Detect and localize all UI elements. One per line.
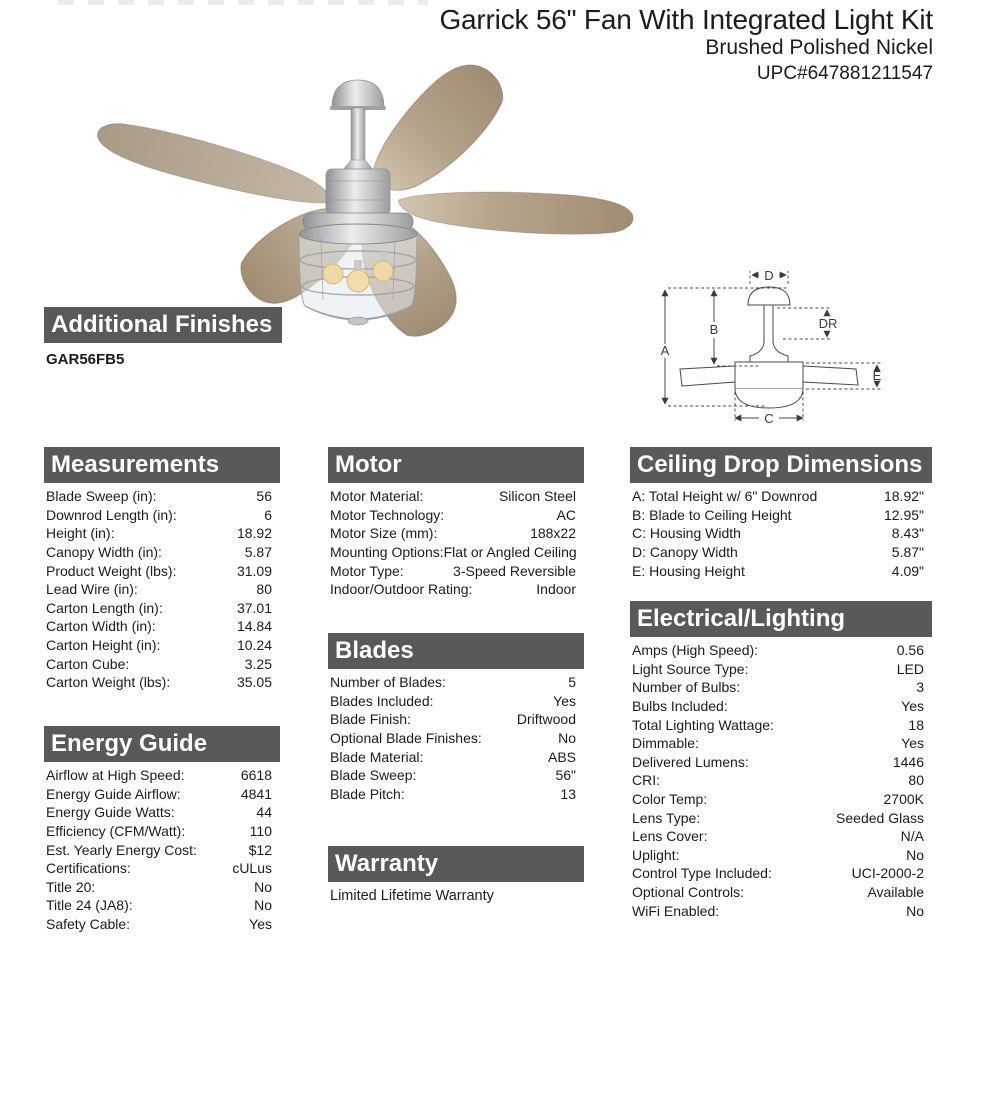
spec-row xyxy=(44,636,280,655)
section-header-electrical-lighting: Electrical/Lighting xyxy=(630,601,932,637)
spec-row xyxy=(328,729,584,748)
section-header-ceiling-drop-dimensions: Ceiling Drop Dimensions xyxy=(630,447,932,483)
ceiling-drop-table xyxy=(630,487,932,580)
spec-label: Dimmable: xyxy=(632,735,699,752)
energy-guide-table xyxy=(44,766,280,933)
spec-value: No xyxy=(906,846,924,863)
spec-label: Bulbs Included: xyxy=(632,698,728,715)
section-header-warranty: Warranty xyxy=(328,846,584,882)
spec-row xyxy=(630,678,932,697)
spec-label: WiFi Enabled: xyxy=(632,902,720,919)
spec-value: LED xyxy=(896,660,924,677)
spec-value: Yes xyxy=(553,692,576,709)
spec-label: C: Housing Width xyxy=(632,525,741,542)
spec-value: 6618 xyxy=(240,767,272,784)
spec-value: 4841 xyxy=(240,785,272,802)
spec-row xyxy=(630,864,932,883)
spec-row xyxy=(44,561,280,580)
spec-value: No xyxy=(254,897,272,914)
spec-row xyxy=(44,785,280,804)
product-finish: Brushed Polished Nickel xyxy=(705,36,933,59)
spec-label: Motor Material: xyxy=(330,488,424,505)
spec-row xyxy=(630,506,932,525)
spec-label: Total Lighting Wattage: xyxy=(632,716,774,733)
section-header-blades: Blades xyxy=(328,633,584,669)
spec-row xyxy=(44,506,280,525)
cropped-brand-logo-strip xyxy=(58,0,428,5)
spec-value: 14.84 xyxy=(236,618,272,635)
product-title: Garrick 56" Fan With Integrated Light Kit xyxy=(439,4,933,35)
spec-row xyxy=(630,883,932,902)
spec-value: N/A xyxy=(900,828,924,845)
spec-row xyxy=(328,692,584,711)
spec-label: Carton Width (in): xyxy=(46,618,156,635)
spec-row xyxy=(44,878,280,897)
spec-value: $12 xyxy=(248,841,272,858)
spec-row xyxy=(630,790,932,809)
fan-illustration xyxy=(55,48,655,348)
spec-value: AC xyxy=(556,506,576,523)
spec-value: 80 xyxy=(256,581,272,598)
spec-label: Lead Wire (in): xyxy=(46,581,138,598)
diagram-label-dr: DR xyxy=(818,316,838,331)
spec-label: Lens Type: xyxy=(632,809,701,826)
spec-row xyxy=(44,599,280,618)
electrical-lighting-table xyxy=(630,641,932,920)
spec-label: Amps (High Speed): xyxy=(632,642,759,659)
spec-value: 12.95" xyxy=(883,506,924,523)
spec-value: 18.92 xyxy=(236,525,272,542)
spec-row xyxy=(44,840,280,859)
section-electrical-lighting xyxy=(630,601,932,920)
spec-value: Yes xyxy=(249,916,272,933)
section-additional-finishes xyxy=(44,307,282,368)
spec-value: 110 xyxy=(249,823,272,840)
spec-label: Energy Guide Watts: xyxy=(46,804,175,821)
spec-value: 6 xyxy=(264,506,272,523)
spec-value: Yes xyxy=(901,698,924,715)
spec-label: Uplight: xyxy=(632,846,680,863)
fan-light-kit xyxy=(299,224,417,325)
spec-label: Carton Cube: xyxy=(46,655,130,672)
spec-label: Blades Included: xyxy=(330,692,434,709)
spec-row xyxy=(44,543,280,562)
spec-value: UCI-2000-2 xyxy=(851,865,924,882)
spec-label: Title 20: xyxy=(46,878,96,895)
spec-label: Color Temp: xyxy=(632,791,708,808)
warranty-note: Limited Lifetime Warranty xyxy=(330,888,494,904)
spec-value: 56" xyxy=(555,767,576,784)
spec-row xyxy=(44,822,280,841)
spec-row xyxy=(630,771,932,790)
spec-label: Indoor/Outdoor Rating: xyxy=(330,581,473,598)
spec-label: CRI: xyxy=(632,772,660,789)
spec-label: Number of Blades: xyxy=(330,674,446,691)
section-header-energy-guide: Energy Guide xyxy=(44,726,280,762)
spec-value: 8.43" xyxy=(891,525,924,542)
spec-label: Certifications: xyxy=(46,860,131,877)
spec-label: Motor Technology: xyxy=(330,506,445,523)
spec-value: Indoor xyxy=(536,581,576,598)
spec-value: 2700K xyxy=(883,791,924,808)
spec-value: 3 xyxy=(916,679,924,696)
spec-label: B: Blade to Ceiling Height xyxy=(632,506,792,523)
spec-value: Yes xyxy=(901,735,924,752)
spec-label: Optional Blade Finishes: xyxy=(330,730,482,747)
section-measurements xyxy=(44,447,280,692)
spec-row xyxy=(630,753,932,772)
spec-row xyxy=(44,654,280,673)
spec-label: Energy Guide Airflow: xyxy=(46,785,181,802)
spec-row xyxy=(44,524,280,543)
spec-row xyxy=(630,561,932,580)
spec-value: 5.87" xyxy=(891,544,924,561)
spec-label: Control Type Included: xyxy=(632,865,772,882)
blades-table xyxy=(328,673,584,803)
spec-value: 18.92" xyxy=(883,488,924,505)
spec-label: Blade Pitch: xyxy=(330,785,405,802)
diagram-label-b: B xyxy=(709,322,719,337)
spec-row xyxy=(44,915,280,934)
diagram-label-e: E xyxy=(872,368,882,383)
diagram-label-d: D xyxy=(764,268,774,283)
spec-value: 35.05 xyxy=(236,674,272,691)
section-warranty xyxy=(328,846,584,904)
spec-label: Carton Weight (lbs): xyxy=(46,674,171,691)
spec-value: 1446 xyxy=(892,753,924,770)
spec-row xyxy=(44,487,280,506)
spec-row xyxy=(630,543,932,562)
spec-value: No xyxy=(254,878,272,895)
spec-label: Est. Yearly Energy Cost: xyxy=(46,841,197,858)
spec-row xyxy=(328,785,584,804)
spec-value: 5 xyxy=(568,674,576,691)
section-header-motor: Motor xyxy=(328,447,584,483)
spec-row xyxy=(630,660,932,679)
spec-value: Driftwood xyxy=(516,711,576,728)
spec-value: ABS xyxy=(547,748,576,765)
spec-value: Available xyxy=(867,884,924,901)
spec-row xyxy=(630,808,932,827)
spec-row xyxy=(630,641,932,660)
spec-row xyxy=(44,580,280,599)
section-motor xyxy=(328,447,584,599)
spec-label: Optional Controls: xyxy=(632,884,745,901)
spec-row xyxy=(630,715,932,734)
spec-row xyxy=(328,580,584,599)
spec-label: Product Weight (lbs): xyxy=(46,562,177,579)
spec-value: 44 xyxy=(256,804,272,821)
spec-row xyxy=(44,766,280,785)
spec-value: 13 xyxy=(560,785,576,802)
spec-value: 3.25 xyxy=(244,655,272,672)
spec-value: 56 xyxy=(256,488,272,505)
spec-row xyxy=(44,859,280,878)
spec-value: 188x22 xyxy=(530,525,576,542)
spec-value: 5.87 xyxy=(244,544,272,561)
spec-row xyxy=(44,673,280,692)
spec-row xyxy=(328,506,584,525)
spec-label: Lens Cover: xyxy=(632,828,708,845)
section-energy-guide xyxy=(44,726,280,933)
section-header-additional-finishes: Additional Finishes xyxy=(44,307,282,343)
spec-label: Mounting Options: xyxy=(330,544,444,561)
spec-label: Canopy Width (in): xyxy=(46,544,162,561)
spec-value: Silicon Steel xyxy=(498,488,576,505)
dimension-diagram-drawing xyxy=(640,256,960,428)
spec-row xyxy=(44,617,280,636)
spec-label: Number of Bulbs: xyxy=(632,679,741,696)
spec-label: A: Total Height w/ 6" Downrod xyxy=(632,488,818,505)
fan-product-image xyxy=(55,48,655,348)
dimension-diagram xyxy=(640,256,960,428)
spec-row xyxy=(328,561,584,580)
spec-label: Carton Length (in): xyxy=(46,599,163,616)
spec-row xyxy=(630,487,932,506)
spec-label: Height (in): xyxy=(46,525,115,542)
spec-row xyxy=(328,543,584,562)
spec-label: Blade Finish: xyxy=(330,711,411,728)
spec-value: 18 xyxy=(908,716,924,733)
spec-row xyxy=(44,896,280,915)
spec-value: 0.56 xyxy=(896,642,924,659)
spec-row xyxy=(630,734,932,753)
spec-label: Airflow at High Speed: xyxy=(46,767,185,784)
spec-row xyxy=(328,487,584,506)
spec-row xyxy=(630,846,932,865)
spec-row xyxy=(328,524,584,543)
spec-label: Carton Height (in): xyxy=(46,637,161,654)
spec-row xyxy=(328,673,584,692)
spec-row xyxy=(630,697,932,716)
spec-label: Delivered Lumens: xyxy=(632,753,749,770)
spec-label: Efficiency (CFM/Watt): xyxy=(46,823,186,840)
section-ceiling-drop-dimensions xyxy=(630,447,932,580)
spec-value: 10.24 xyxy=(236,637,272,654)
spec-value: cULus xyxy=(232,860,272,877)
motor-table xyxy=(328,487,584,599)
spec-value: 31.09 xyxy=(236,562,272,579)
product-upc: UPC#647881211547 xyxy=(756,63,933,84)
spec-row xyxy=(630,901,932,920)
spec-row xyxy=(328,747,584,766)
spec-value: 3-Speed Reversible xyxy=(453,562,576,579)
spec-row xyxy=(44,803,280,822)
diagram-label-a: A xyxy=(660,343,670,358)
spec-label: Light Source Type: xyxy=(632,660,749,677)
spec-label: Blade Sweep (in): xyxy=(46,488,157,505)
spec-row xyxy=(328,710,584,729)
spec-value: 80 xyxy=(908,772,924,789)
spec-label: E: Housing Height xyxy=(632,562,745,579)
spec-value: No xyxy=(906,902,924,919)
spec-label: Motor Size (mm): xyxy=(330,525,438,542)
diagram-label-c: C xyxy=(764,411,774,426)
spec-label: D: Canopy Width xyxy=(632,544,738,561)
measurements-table xyxy=(44,487,280,692)
model-number: GAR56FB5 xyxy=(46,351,125,368)
spec-row xyxy=(630,827,932,846)
section-header-measurements: Measurements xyxy=(44,447,280,483)
spec-label: Downrod Length (in): xyxy=(46,506,177,523)
section-blades xyxy=(328,633,584,803)
spec-value: Flat or Angled Ceiling xyxy=(443,544,577,561)
spec-label: Title 24 (JA8): xyxy=(46,897,133,914)
spec-label: Blade Material: xyxy=(330,748,424,765)
spec-label: Safety Cable: xyxy=(46,916,131,933)
spec-row xyxy=(328,766,584,785)
spec-value: 4.09" xyxy=(891,562,924,579)
spec-value: 37.01 xyxy=(236,599,272,616)
spec-row xyxy=(630,524,932,543)
spec-value: No xyxy=(558,730,576,747)
spec-label: Blade Sweep: xyxy=(330,767,417,784)
spec-label: Motor Type: xyxy=(330,562,404,579)
spec-value: Seeded Glass xyxy=(836,809,924,826)
